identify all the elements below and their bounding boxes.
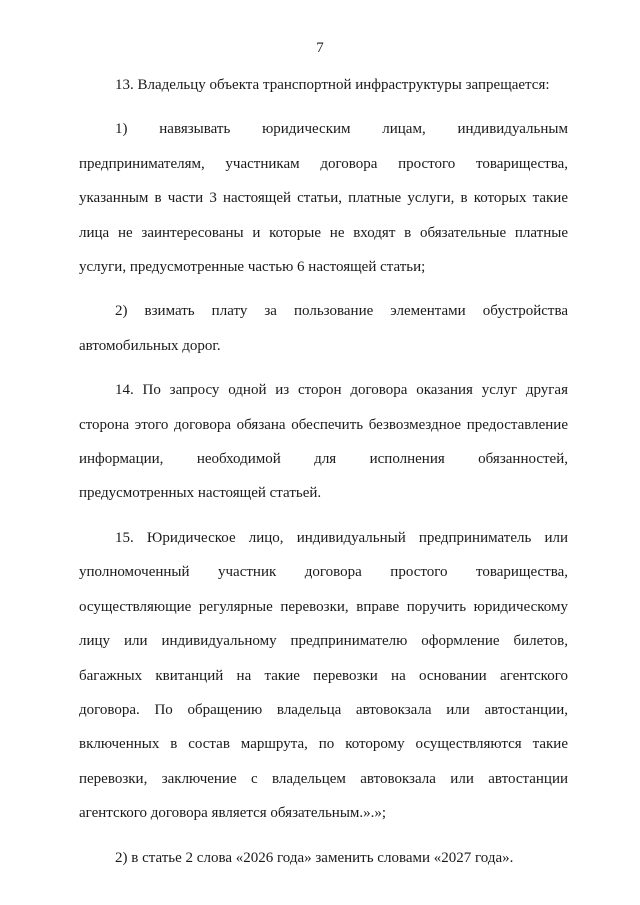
list-item-1-line-4: лица не заинтересованы и которые не входят в обязательные платные <box>79 224 568 241</box>
list-item-1-word: навязывать <box>159 121 231 138</box>
list-item-2-line-1: 2) взимать плату за пользование элементами обустройства <box>115 303 568 320</box>
list-item-1-word: индивидуальным <box>457 121 568 138</box>
paragraph-15-line-7: включенных в состав маршрута, по которому осуществляются такие <box>79 736 568 753</box>
list-item-1-line-3: указанным в части 3 настоящей статьи, платные услуги, в которых такие <box>79 190 568 207</box>
page-number: 7 <box>316 40 324 56</box>
paragraph-15-line-3: осуществляющие регулярные перевозки, вправе поручить юридическому <box>79 598 568 615</box>
list-item-2 <box>79 294 568 363</box>
list-item-1-marker: 1) <box>115 121 128 138</box>
paragraph-15-line-9: агентского договора является обязательным.».»; <box>79 805 387 822</box>
paragraph-14-line-2: сторона этого договора обязана обеспечить безвозмездное предоставление <box>79 416 568 433</box>
paragraph-14-line-4: предусмотренных настоящей статьей. <box>79 485 322 502</box>
list-item-1 <box>79 112 568 284</box>
paragraph-14-line-1: 14. По запросу одной из сторон договора оказания услуг другая <box>115 382 568 399</box>
paragraph-15-line-2: уполномоченный участник договора простого товарищества, <box>79 564 568 581</box>
paragraph-14-line-3: информации, необходимой для исполнения обязанностей, <box>79 451 568 468</box>
paragraph-15-line-6: договора. По обращению владельца автовокзала или автостанции, <box>79 701 568 718</box>
list-item-1-word: юридическим <box>262 121 351 138</box>
paragraph-15-line-4: лицу или индивидуальному предпринимателю оформление билетов, <box>79 633 568 650</box>
paragraph-13-line-1: 13. Владельцу объекта транспортной инфраструктуры запрещается: <box>115 77 550 93</box>
paragraph-13 <box>79 68 568 102</box>
list-item-1-line-2: предпринимателям, участникам договора простого товарищества, <box>79 155 568 172</box>
paragraph-14 <box>79 373 568 511</box>
amendment-2 <box>79 841 568 875</box>
list-item-2-line-2: автомобильных дорог. <box>79 337 221 354</box>
amendment-2-line-1: 2) в статье 2 слова «2026 года» заменить словами «2027 года». <box>115 849 514 866</box>
paragraph-15-line-8: перевозки, заключение с владельцем автовокзала или автостанции <box>79 770 568 787</box>
paragraph-15 <box>79 521 568 831</box>
paragraph-15-line-1: 15. Юридическое лицо, индивидуальный предприниматель или <box>115 529 568 546</box>
paragraph-15-line-5: багажных квитанций на такие перевозки на основании агентского <box>79 667 568 684</box>
list-item-1-line-1 <box>79 112 568 146</box>
list-item-1-line-5: услуги, предусмотренные частью 6 настоящей статьи; <box>79 259 426 276</box>
list-item-1-word: лицам, <box>382 121 426 138</box>
document-body <box>79 68 568 875</box>
